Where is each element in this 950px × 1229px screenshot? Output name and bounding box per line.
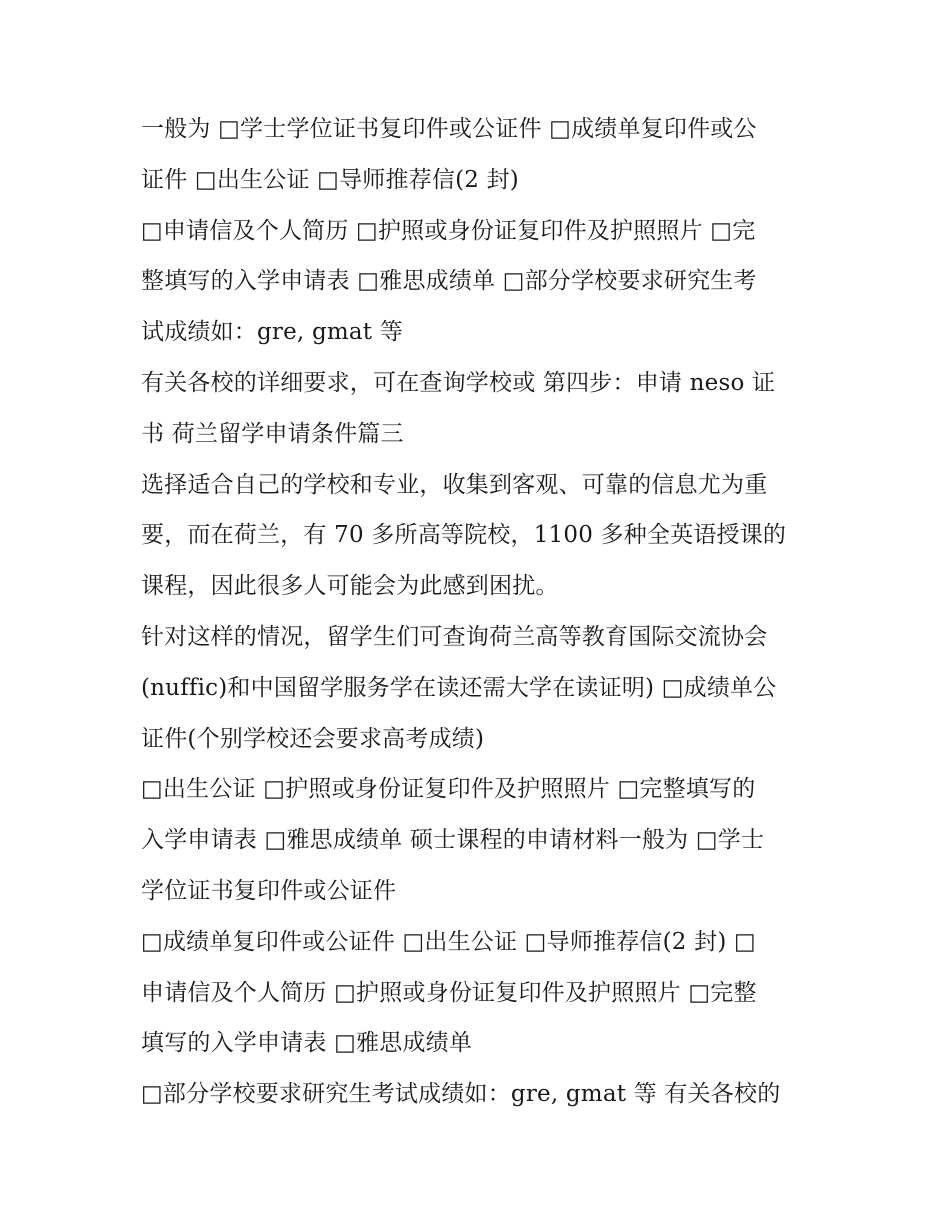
text-line: 证件(个别学校还会要求高考成绩) [141, 725, 485, 752]
text-line: (nuffic)和中国留学服务学在读还需大学在读证明) □成绩单公 [141, 674, 777, 701]
text-line: □出生公证 □护照或身份证复印件及护照照片 □完整填写的 [141, 776, 756, 803]
text-line: 一般为 □学士学位证书复印件或公证件 □成绩单复印件或公 [141, 116, 757, 142]
text-line: 书 荷兰留学申请条件篇三 [141, 420, 404, 447]
text-line: □成绩单复印件或公证件 □出生公证 □导师推荐信(2 封) □ [141, 928, 756, 955]
text-line: 入学申请表 □雅思成绩单 硕士课程的申请材料一般为 □学士 [141, 827, 765, 854]
text-line: □部分学校要求研究生考试成绩如：gre, gmat 等 有关各校的 [141, 1081, 781, 1108]
text-line: 课程，因此很多人可能会为此感到困扰。 [141, 573, 559, 600]
text-line: 针对这样的情况，留学生们可查询荷兰高等教育国际交流协会 [141, 623, 768, 650]
text-line: 试成绩如：gre, gmat 等 [141, 319, 403, 346]
text-line: 要，而在荷兰，有 70 多所高等院校，1100 多种全英语授课的 [141, 522, 787, 549]
text-line: 选择适合自己的学校和专业，收集到客观、可靠的信息尤为重 [141, 471, 768, 498]
text-line: 证件 □出生公证 □导师推荐信(2 封) [141, 166, 519, 193]
text-line: 整填写的入学申请表 □雅思成绩单 □部分学校要求研究生考 [141, 268, 757, 295]
text-line: 填写的入学申请表 □雅思成绩单 [141, 1030, 473, 1057]
document-body [141, 104, 821, 1120]
text-line: 有关各校的详细要求，可在查询学校或 第四步：申请 neso 证 [141, 369, 776, 396]
text-line: 申请信及个人简历 □护照或身份证复印件及护照照片 □完整 [141, 979, 757, 1006]
text-line: □申请信及个人简历 □护照或身份证复印件及护照照片 □完 [141, 217, 756, 244]
text-line: 学位证书复印件或公证件 [141, 877, 397, 904]
